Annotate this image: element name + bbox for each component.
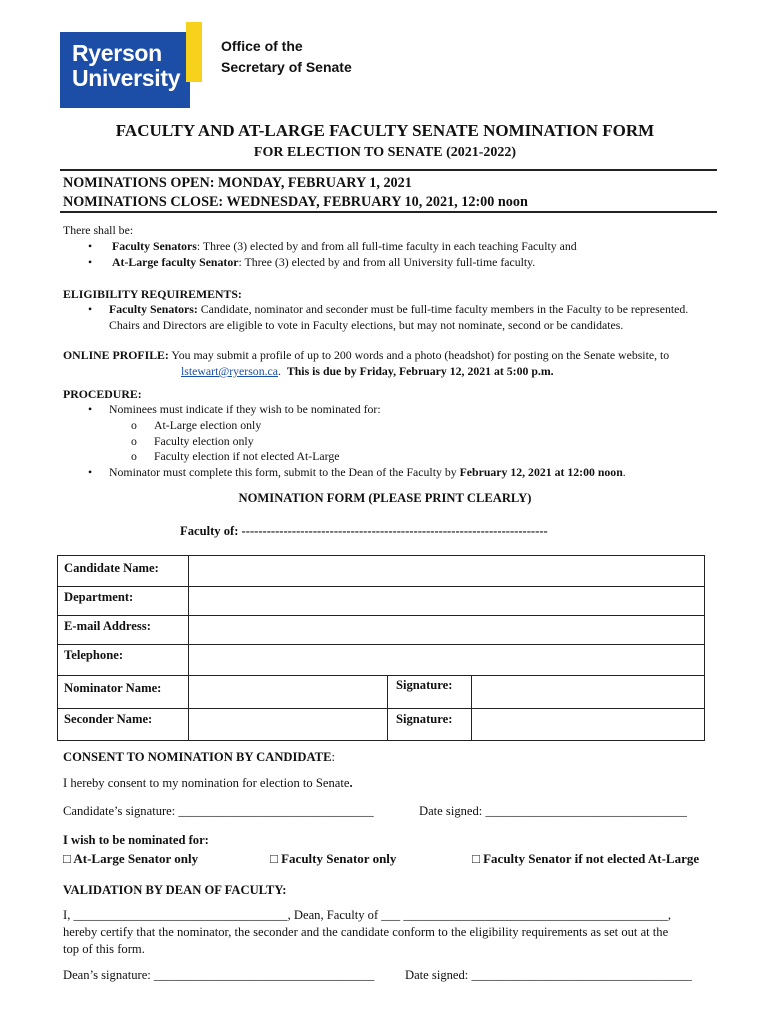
profile-due: This is due by Friday, February 12, 2021 at 5:00 p.m. (286, 363, 554, 378)
nominations-open: NOMINATIONS OPEN: MONDAY, FEBRUARY 1, 2021 (63, 175, 412, 191)
logo-line-2: University (72, 65, 181, 91)
table-divider (387, 675, 388, 741)
sub-list-item (88, 449, 738, 465)
email-address-label: E-mail Address: (64, 619, 151, 633)
sub-marker: o (131, 433, 137, 448)
seat-list (88, 239, 728, 271)
signature-label: Signature: (396, 712, 453, 726)
procedure-list (88, 402, 738, 481)
list-item: • Nominator must complete this form, submit to the Dean of the Faculty by February 12, 2021 at 12:00 noon. (88, 465, 626, 480)
procedure-subitem: At-Large election only (154, 417, 262, 432)
nomination-dates (63, 174, 528, 212)
nomination-table (57, 555, 705, 741)
online-profile (63, 348, 723, 380)
eligibility-item (88, 302, 738, 334)
online-profile-heading: ONLINE PROFILE: (63, 348, 169, 362)
nominations-close: NOMINATIONS CLOSE: WEDNESDAY, FEBRUARY 10, 2021, 12:00 noon (63, 194, 528, 210)
there-shall-be: There shall be: (63, 223, 134, 237)
sub-marker: o (131, 449, 137, 464)
eligibility-text: Candidate, nominator and seconder must be full-time faculty members in the Faculty to be represented. (197, 302, 689, 316)
validation-line: I, __________________________________, Dean, Faculty of ___ __________________________________________, (63, 908, 671, 922)
telephone-label: Telephone: (64, 648, 124, 662)
sub-list-item (88, 418, 738, 434)
checkbox-faculty-if-not-at-large[interactable]: □ Faculty Senator if not elected At-Large (472, 851, 700, 866)
nominator-name-label: Nominator Name: (64, 681, 162, 695)
consent-heading-text: CONSENT TO NOMINATION BY CANDIDATE (63, 750, 332, 764)
nominator-signature-input[interactable] (472, 676, 704, 707)
procedure-deadline: February 12, 2021 at 12:00 noon (459, 465, 623, 480)
candidate-date-line[interactable]: Date signed: ________________________________ (419, 804, 687, 818)
punctuation: . (349, 776, 353, 790)
punctuation: . (622, 465, 626, 480)
consent-text (63, 776, 353, 791)
faculty-of-field[interactable]: Faculty of: ------------------------------------------------------------------------- (180, 524, 548, 538)
candidate-name-label: Candidate Name: (64, 561, 159, 575)
procedure-heading: PROCEDURE: (63, 387, 142, 401)
seconder-signature-input[interactable] (472, 709, 704, 740)
form-subtitle: FOR ELECTION TO SENATE (2021-2022) (253, 145, 517, 160)
department-label: Department: (64, 590, 134, 604)
candidate-name-input[interactable] (189, 557, 704, 585)
procedure-subitem: Faculty election only (154, 433, 254, 448)
email-address-input[interactable] (189, 616, 704, 643)
logo-line-1: Ryerson (72, 40, 162, 66)
punctuation: : (331, 750, 335, 764)
sub-list-item (88, 434, 738, 450)
procedure-subitem: Faculty election if not elected At-Large (154, 449, 340, 464)
office-name (221, 36, 352, 78)
punctuation: . (278, 363, 287, 378)
online-profile-text: You may submit a profile of up to 200 words and a photo (headshot) for posting on the Senate website, to (168, 348, 670, 362)
divider (60, 211, 717, 213)
dean-signature-line[interactable]: Dean’s signature: ___________________________________ (63, 968, 375, 982)
validation-heading: VALIDATION BY DEAN OF FACULTY: (63, 883, 287, 897)
sub-marker: o (131, 417, 137, 432)
seat-text: : Three (3) elected by and from all full-time faculty in each teaching Faculty and (196, 239, 577, 253)
procedure-item: Nominees must indicate if they wish to be nominated for: (109, 402, 381, 416)
validation-text (63, 907, 723, 958)
list-item: • Faculty Senators: Three (3) elected by and from all full-time faculty in each teaching Faculty and (88, 239, 577, 253)
checkbox-faculty-only[interactable]: □ Faculty Senator only (270, 851, 397, 866)
validation-line: hereby certify that the nominator, the seconder and the candidate conform to the eligibility requirements as set out at the (63, 925, 669, 939)
consent-heading (63, 750, 335, 765)
dean-date-line[interactable]: Date signed: ___________________________________ (405, 968, 692, 982)
eligibility-label: Faculty Senators: (109, 302, 198, 316)
eligibility-heading: ELIGIBILITY REQUIREMENTS: (63, 287, 242, 301)
divider (60, 169, 717, 171)
seconder-name-input[interactable] (189, 709, 386, 740)
wish-heading: I wish to be nominated for: (63, 833, 209, 847)
list-item: • Nominees must indicate if they wish to be nominated for: (88, 402, 381, 416)
seat-text: : Three (3) elected by and from all University full-time faculty. (238, 254, 536, 269)
signature-label: Signature: (396, 678, 453, 692)
procedure-item: Nominator must complete this form, submit to the Dean of the Faculty by (109, 465, 460, 480)
nominator-name-input[interactable] (189, 676, 386, 707)
logo-yellow-bar (186, 22, 202, 82)
candidate-signature-line[interactable]: Candidate’s signature: _______________________________ (63, 804, 374, 818)
ryerson-logo (60, 22, 206, 108)
seconder-name-label: Seconder Name: (64, 712, 153, 726)
seat-type: Faculty Senators (112, 239, 197, 253)
department-input[interactable] (189, 587, 704, 614)
office-line-1: Office of the (221, 38, 303, 54)
checkbox-at-large-only[interactable]: □ At-Large Senator only (63, 851, 199, 866)
logo-text (72, 41, 180, 91)
seat-type: At-Large faculty Senator (112, 254, 239, 269)
eligibility-text-2: Chairs and Directors are eligible to vote in Faculty elections, but may not nominate, second or be candidates. (109, 317, 624, 332)
validation-line: top of this form. (63, 942, 145, 956)
telephone-input[interactable] (189, 645, 704, 674)
email-link[interactable]: lstewart@ryerson.ca (181, 363, 279, 378)
form-title: FACULTY AND AT-LARGE FACULTY SENATE NOMINATION FORM (115, 121, 655, 140)
office-line-2: Secretary of Senate (221, 59, 352, 75)
list-item: • Faculty Senators: Candidate, nominator and seconder must be full-time faculty members in the Faculty to be represented. (88, 302, 689, 316)
nomination-form-heading: NOMINATION FORM (PLEASE PRINT CLEARLY) (238, 491, 532, 505)
list-item: • At-Large faculty Senator: Three (3) elected by and from all University full-time faculty. (88, 254, 536, 269)
consent-statement: I hereby consent to my nomination for election to Senate (63, 776, 350, 790)
